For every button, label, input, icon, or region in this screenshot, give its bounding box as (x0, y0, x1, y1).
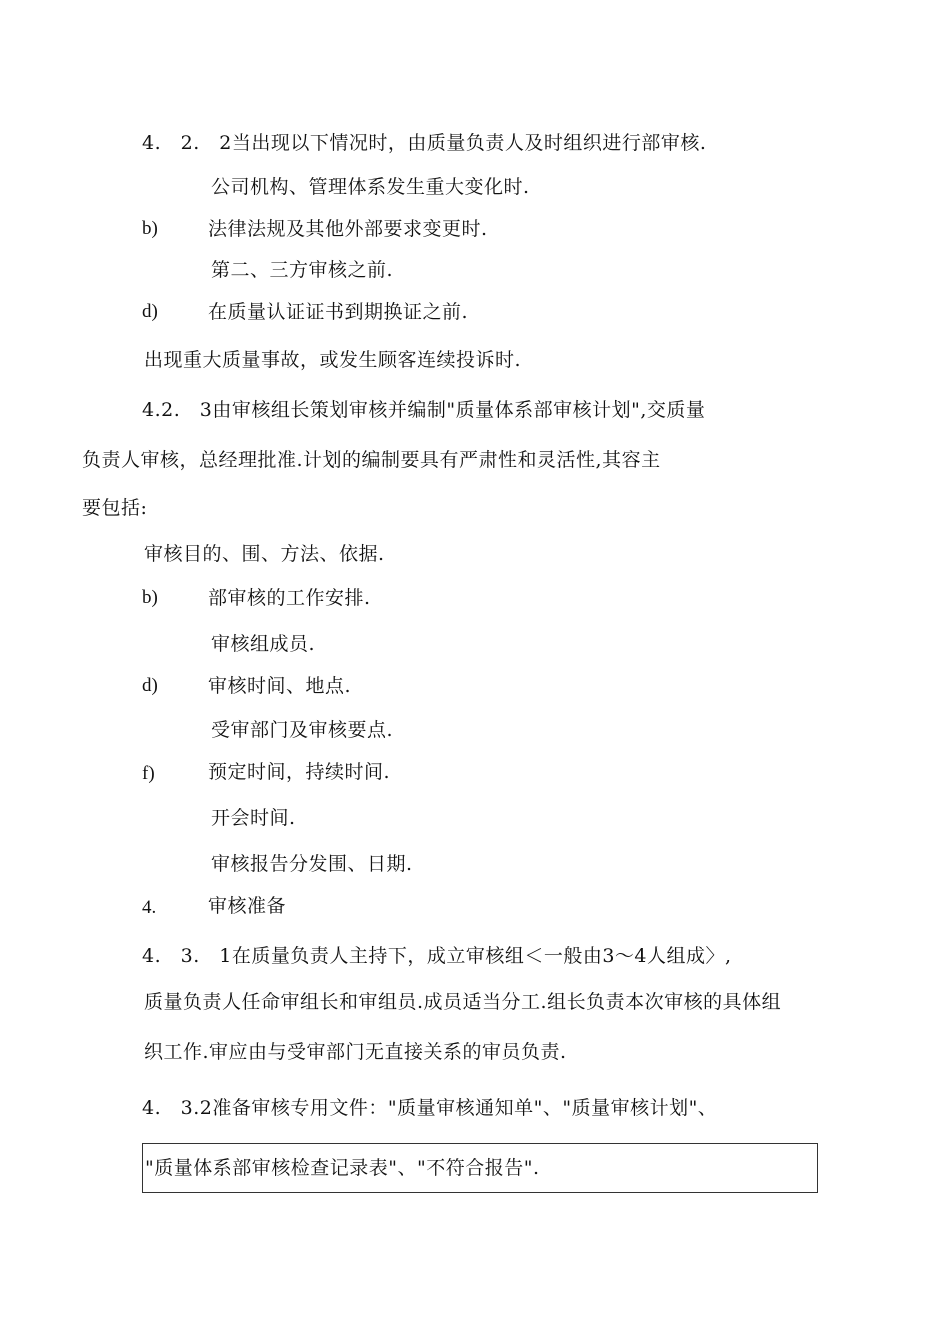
plan-item-d: 审核时间、地点. (208, 675, 352, 697)
plan-item-g: 开会时间. (211, 807, 296, 829)
plan-item-b: 部审核的工作安排. (208, 587, 371, 609)
plan-item-h: 审核报告分发围、日期. (211, 853, 413, 875)
clause-4-3-2-cont: "质量体系部审核检查记录表"、"不符合报告". (145, 1157, 540, 1179)
list-marker-b: b) (142, 218, 158, 239)
clause-4-2-3-cont-1: 负责人审核，总经理批准.计划的编制要具有严肃性和灵活性,其容主 (82, 449, 661, 471)
plan-item-e: 受审部门及审核要点. (211, 719, 394, 741)
section-heading-audit-prep: 审核准备 (208, 895, 287, 917)
clause-4-2-2: 4. 2. 2当出现以下情况时，由质量负责人及时组织进行部审核. (142, 132, 707, 154)
plan-marker-d: d) (142, 675, 158, 696)
plan-item-a: 审核目的、围、方法、依据. (144, 543, 385, 565)
list-item-c: 第二、三方审核之前. (211, 259, 394, 281)
list-item-d: 在质量认证证书到期换证之前. (208, 301, 469, 323)
list-item-e: 出现重大质量事故，或发生顾客连续投诉时. (144, 349, 522, 371)
list-marker-d: d) (142, 301, 158, 322)
clause-4-2-3-cont-2: 要包括: (82, 497, 148, 519)
clause-4-3-1: 4. 3. 1在质量负责人主持下，成立审核组＜一般由3〜4人组成〉, (142, 945, 732, 967)
list-item-a: 公司机构、管理体系发生重大变化时. (211, 176, 530, 198)
boxed-text-frame (142, 1143, 818, 1193)
section-number-4: 4. (142, 897, 157, 918)
clause-4-3-1-cont-1: 质量负责人任命审组长和审组员.成员适当分工.组长负责本次审核的具体组 (144, 991, 782, 1013)
plan-marker-b: b) (142, 587, 158, 608)
clause-4-2-3: 4.2. 3由审核组长策划审核并编制"质量体系部审核计划",交质量 (142, 399, 706, 421)
list-item-b: 法律法规及其他外部要求变更时. (208, 218, 488, 240)
plan-item-f: 预定时间，持续时间. (208, 761, 391, 783)
clause-4-3-1-cont-2: 织工作.审应由与受审部门无直接关系的审员负责. (144, 1041, 567, 1063)
plan-item-c: 审核组成员. (211, 633, 316, 655)
plan-marker-f: f) (142, 763, 155, 784)
clause-4-3-2: 4. 3.2准备审核专用文件："质量审核通知单"、"质量审核计划"、 (142, 1097, 718, 1119)
